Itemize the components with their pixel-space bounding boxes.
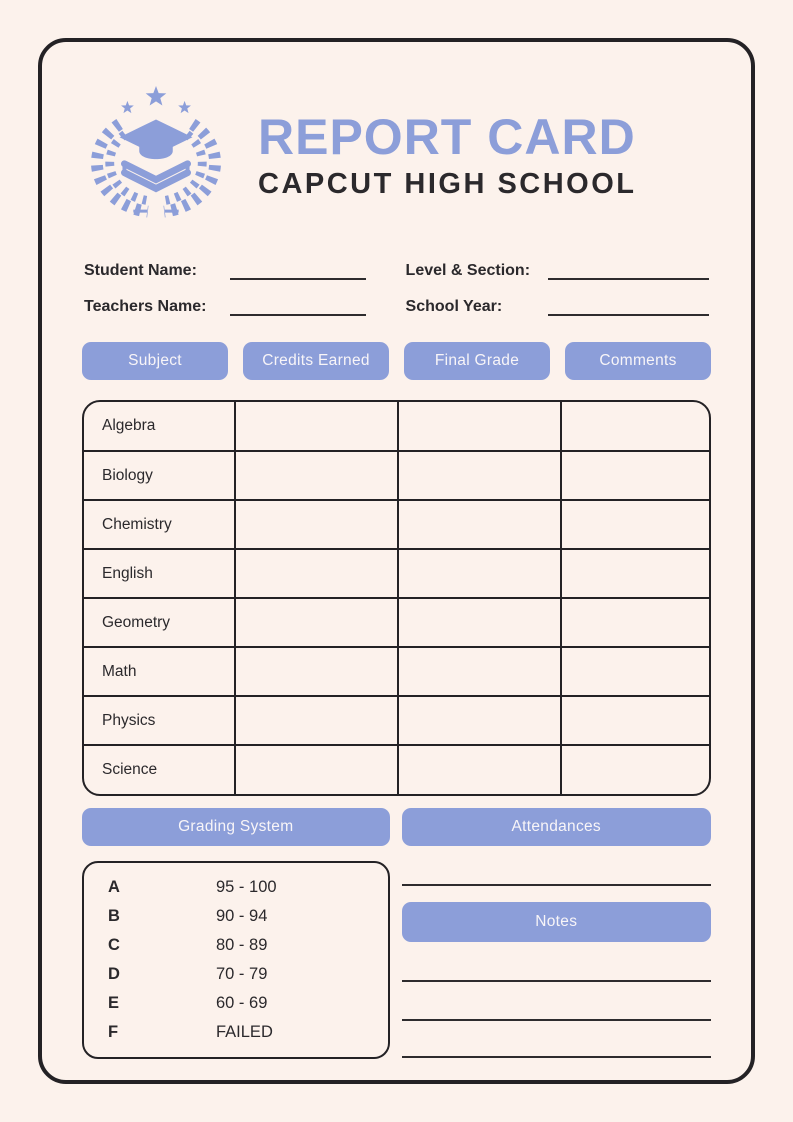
final-grade-cell[interactable] — [398, 402, 561, 451]
teachers-name-label: Teachers Name: — [84, 298, 207, 315]
grading-system-box — [82, 861, 390, 1059]
grade-row — [108, 902, 388, 931]
comments-cell[interactable] — [561, 598, 709, 647]
school-year-label: School Year: — [405, 298, 503, 315]
level-section-input[interactable] — [548, 260, 709, 280]
credits-cell[interactable] — [235, 598, 398, 647]
title-block — [258, 108, 637, 201]
comments-cell[interactable] — [561, 696, 709, 745]
comments-cell[interactable] — [561, 647, 709, 696]
attendance-notes-column — [402, 861, 712, 1059]
notes-input-line[interactable] — [402, 980, 712, 982]
table-row — [84, 549, 709, 598]
final-grade-cell[interactable] — [398, 745, 561, 794]
comments-cell[interactable] — [561, 549, 709, 598]
grade-row — [108, 873, 388, 902]
grade-row — [108, 931, 388, 960]
student-name-input[interactable] — [230, 260, 366, 280]
grade-range: 90 - 94 — [216, 907, 268, 925]
grade-letter: A — [108, 878, 120, 896]
grade-letter: B — [108, 907, 120, 925]
subject-cell: Biology — [84, 451, 235, 500]
subjects-table — [82, 400, 711, 796]
grade-range: 70 - 79 — [216, 965, 268, 983]
credits-cell[interactable] — [235, 745, 398, 794]
grade-range: 60 - 69 — [216, 994, 268, 1012]
comments-cell[interactable] — [561, 402, 709, 451]
credits-earned-header-pill: Credits Earned — [243, 342, 389, 380]
grade-range: FAILED — [216, 1023, 273, 1041]
student-name-field — [84, 256, 366, 280]
notes-header-pill: Notes — [402, 902, 712, 942]
subject-cell: English — [84, 549, 235, 598]
final-grade-cell[interactable] — [398, 647, 561, 696]
final-grade-cell[interactable] — [398, 500, 561, 549]
page-title: REPORT CARD — [258, 108, 636, 165]
subject-cell: Physics — [84, 696, 235, 745]
final-grade-cell[interactable] — [398, 549, 561, 598]
comments-cell[interactable] — [561, 745, 709, 794]
credits-cell[interactable] — [235, 500, 398, 549]
level-section-label: Level & Section: — [405, 262, 531, 279]
subject-header-pill: Subject — [82, 342, 228, 380]
subject-cell: Chemistry — [84, 500, 235, 549]
table-row — [84, 402, 709, 451]
stars-icon — [121, 86, 191, 113]
grade-letter: C — [108, 936, 120, 954]
grade-row — [108, 989, 388, 1018]
credits-cell[interactable] — [235, 549, 398, 598]
comments-cell[interactable] — [561, 451, 709, 500]
grade-range: 80 - 89 — [216, 936, 268, 954]
book-icon — [124, 164, 187, 189]
credits-cell[interactable] — [235, 647, 398, 696]
teachers-name-field — [84, 292, 366, 316]
notes-input-line[interactable] — [402, 1056, 712, 1058]
grade-letter: F — [108, 1023, 119, 1041]
credits-cell[interactable] — [235, 696, 398, 745]
subject-cell: Math — [84, 647, 235, 696]
subject-cell: Geometry — [84, 598, 235, 647]
grade-row — [108, 1018, 388, 1047]
attendances-header-pill: Attendances — [402, 808, 712, 846]
subject-cell: Algebra — [84, 402, 235, 451]
teachers-name-input[interactable] — [230, 296, 366, 316]
table-header-row — [82, 342, 711, 380]
header — [82, 42, 711, 220]
school-year-input[interactable] — [548, 296, 709, 316]
attendances-input-line[interactable] — [402, 884, 712, 886]
grading-system-header-pill: Grading System — [82, 808, 390, 846]
grade-letter: E — [108, 994, 120, 1012]
final-grade-cell[interactable] — [398, 696, 561, 745]
student-name-label: Student Name: — [84, 262, 197, 279]
table-row — [84, 696, 709, 745]
grade-letter: D — [108, 965, 120, 983]
school-logo-icon — [82, 82, 230, 220]
final-grade-cell[interactable] — [398, 598, 561, 647]
credits-cell[interactable] — [235, 402, 398, 451]
table-row — [84, 745, 709, 794]
subject-cell: Science — [84, 745, 235, 794]
table-row — [84, 598, 709, 647]
comments-cell[interactable] — [561, 500, 709, 549]
bottom-section — [82, 861, 711, 1059]
final-grade-header-pill: Final Grade — [404, 342, 550, 380]
level-section-field — [406, 256, 709, 280]
table-row — [84, 647, 709, 696]
section-header-row — [82, 808, 711, 846]
table-row — [84, 500, 709, 549]
grade-row — [108, 960, 388, 989]
comments-header-pill: Comments — [565, 342, 711, 380]
graduation-cap-icon — [120, 119, 193, 159]
final-grade-cell[interactable] — [398, 451, 561, 500]
school-year-field — [406, 292, 709, 316]
student-info — [82, 256, 711, 316]
report-card — [38, 38, 755, 1084]
grade-range: 95 - 100 — [216, 878, 277, 896]
credits-cell[interactable] — [235, 451, 398, 500]
table-row — [84, 451, 709, 500]
school-name: CAPCUT HIGH SCHOOL — [258, 167, 637, 200]
notes-input-line[interactable] — [402, 1019, 712, 1021]
